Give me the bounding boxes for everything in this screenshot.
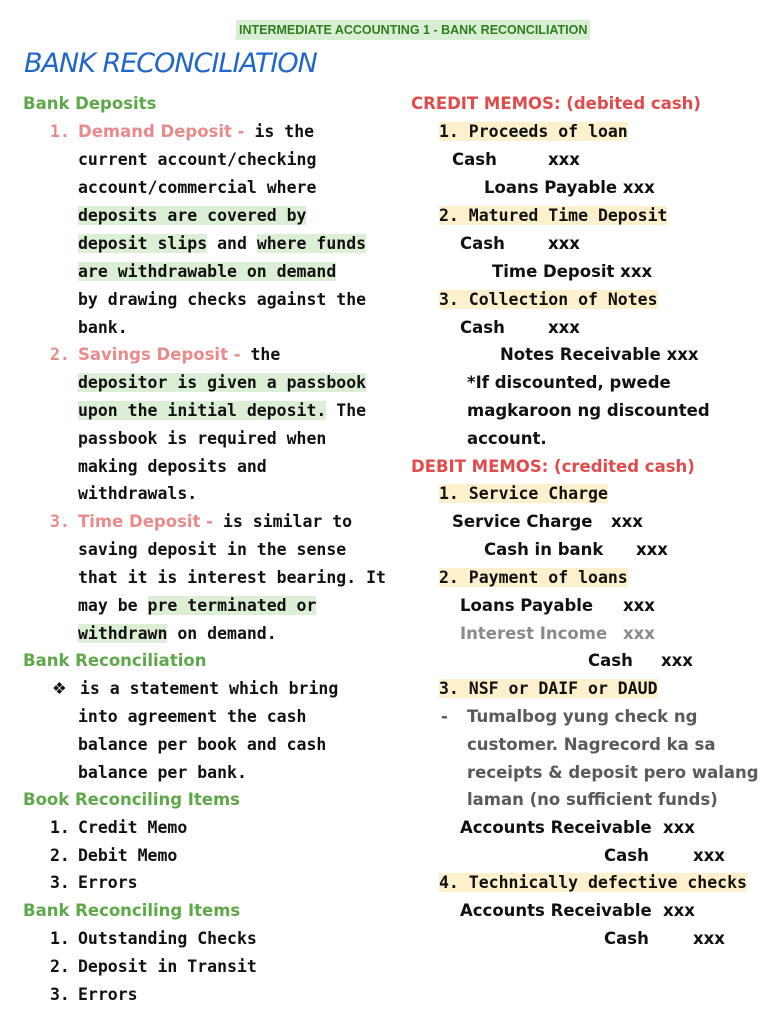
credit-item-2-title: 2. Matured Time Deposit <box>439 206 668 225</box>
book-reconciling-items-heading: Book Reconciling Items <box>23 790 241 809</box>
savings-deposit-line-1: 2. Savings Deposit - the <box>50 345 281 364</box>
time-deposit-line-2: saving deposit in the sense <box>78 540 347 559</box>
journal-credit: Cash <box>588 651 633 670</box>
demand-deposit-line-1: 1. Demand Deposit - is the <box>50 122 315 141</box>
debit-item-3-note-2: customer. Nagrecord ka sa <box>467 735 716 754</box>
journal-debit: Cash <box>460 234 505 253</box>
list-item: 1. Credit Memo <box>50 818 188 837</box>
savings-deposit-line-3: upon the initial deposit. The <box>78 401 367 420</box>
savings-deposit-line-6: withdrawals. <box>78 484 198 503</box>
time-deposit-term: Time Deposit - <box>78 512 214 531</box>
time-deposit-line-3: that it is interest bearing. It <box>78 568 386 587</box>
credit-item-3-note-1: *If discounted, pwede <box>467 373 671 392</box>
debit-item-3-title: 3. NSF or DAIF or DAUD <box>439 679 658 698</box>
demand-deposit-line-5: deposit slips and where funds <box>78 234 367 253</box>
journal-debit: Cash <box>452 150 497 169</box>
journal-credit: Cash <box>604 846 649 865</box>
bank-reconciliation-line-1: ❖ is a statement which bring <box>52 675 338 703</box>
journal-debit: Accounts Receivable <box>460 818 652 837</box>
list-item: 3. Errors <box>50 873 138 892</box>
journal-debit: Cash <box>460 318 505 337</box>
bank-reconciling-items-heading: Bank Reconciling Items <box>23 901 241 920</box>
journal-credit-amount: xxx <box>661 651 693 670</box>
time-deposit-line-4: may be pre terminated or <box>78 596 317 615</box>
journal-credit: Loans Payable xxx <box>484 178 655 197</box>
savings-deposit-line-4: passbook is required when <box>78 429 327 448</box>
debit-memos-heading: DEBIT MEMOS: (credited cash) <box>411 457 695 476</box>
debit-item-3-note-4: laman (no sufficient funds) <box>467 790 718 809</box>
list-item: 2. Deposit in Transit <box>50 957 257 976</box>
journal-debit-amount: xxx <box>548 318 580 337</box>
list-item: 1. Outstanding Checks <box>50 929 257 948</box>
bank-deposits-heading: Bank Deposits <box>23 94 157 113</box>
journal-credit: Cash in bank <box>484 540 604 559</box>
demand-deposit-line-3: account/commercial where <box>78 178 317 197</box>
debit-item-2-title: 2. Payment of loans <box>439 568 628 587</box>
savings-deposit-line-5: making deposits and <box>78 457 267 476</box>
debit-item-3-note-1: Tumalbog yung check ng <box>467 707 698 726</box>
journal-credit: Notes Receivable xxx <box>500 345 699 364</box>
credit-item-3-title: 3. Collection of Notes <box>439 290 658 309</box>
document-header: INTERMEDIATE ACCOUNTING 1 - BANK RECONCILIATION <box>236 20 590 40</box>
list-item: 2. Debit Memo <box>50 846 178 865</box>
time-deposit-line-1: 3. Time Deposit - is similar to <box>50 512 353 531</box>
journal-credit: Cash <box>604 929 649 948</box>
demand-deposit-term: Demand Deposit - <box>78 122 245 141</box>
debit-item-4-title: 4. Technically defective checks <box>439 873 747 892</box>
debit-item-3-note-3: receipts & deposit pero walang <box>467 763 759 782</box>
demand-deposit-line-7: by drawing checks against the <box>78 290 367 309</box>
journal-credit: Time Deposit xxx <box>492 262 653 281</box>
demand-deposit-line-4: deposits are covered by <box>78 206 307 225</box>
credit-item-3-note-3: account. <box>467 429 547 448</box>
bank-reconciliation-line-4: balance per bank. <box>78 763 247 782</box>
journal-debit: Loans Payable <box>460 596 594 615</box>
journal-debit-secondary-amount: xxx <box>623 624 655 643</box>
journal-debit-amount: xxx <box>663 818 695 837</box>
journal-debit-amount: xxx <box>611 512 643 531</box>
dash-bullet: - <box>441 707 448 726</box>
demand-deposit-line-8: bank. <box>78 318 128 337</box>
credit-item-3-note-2: magkaroon ng discounted <box>467 401 710 420</box>
debit-item-1-title: 1. Service Charge <box>439 484 608 503</box>
journal-credit-amount: xxx <box>636 540 668 559</box>
demand-deposit-line-2: current account/checking <box>78 150 317 169</box>
journal-credit-amount: xxx <box>693 846 725 865</box>
bank-reconciliation-line-2: into agreement the cash <box>78 707 307 726</box>
bank-reconciliation-heading: Bank Reconciliation <box>23 651 207 670</box>
journal-debit-amount: xxx <box>663 901 695 920</box>
credit-memos-heading: CREDIT MEMOS: (debited cash) <box>411 94 701 113</box>
journal-debit: Service Charge <box>452 512 593 531</box>
journal-debit-secondary: Interest Income <box>460 624 608 643</box>
journal-debit: Accounts Receivable <box>460 901 652 920</box>
journal-debit-amount: xxx <box>623 596 655 615</box>
credit-item-1-title: 1. Proceeds of loan <box>439 122 628 141</box>
diamond-bullet-icon: ❖ <box>52 679 67 698</box>
list-item: 3. Errors <box>50 985 138 1004</box>
savings-deposit-term: Savings Deposit - <box>78 345 241 364</box>
journal-debit-amount: xxx <box>548 150 580 169</box>
journal-credit-amount: xxx <box>693 929 725 948</box>
page-title: BANK RECONCILIATION <box>24 48 317 79</box>
time-deposit-line-5: withdrawn on demand. <box>78 624 277 643</box>
journal-debit-amount: xxx <box>548 234 580 253</box>
bank-reconciliation-line-3: balance per book and cash <box>78 735 327 754</box>
savings-deposit-line-2: depositor is given a passbook <box>78 373 367 392</box>
demand-deposit-line-6: are withdrawable on demand <box>78 262 337 281</box>
